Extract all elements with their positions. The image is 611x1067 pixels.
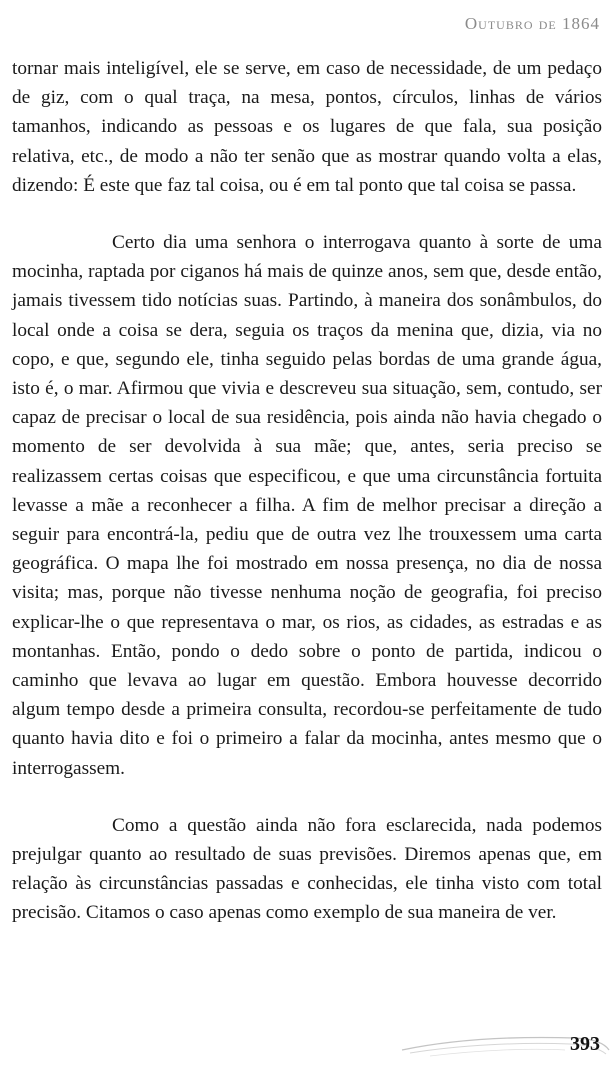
- running-header: Outubro de 1864: [464, 14, 600, 33]
- paragraph-continuation: tornar mais inteligível, ele se serve, em caso de necessidade, de um pedaço de giz, com o qual traça, na mesa, pontos, círculos, linhas de vários tamanhos, indicando as pessoas e os lugares de que fala, sua posição relativa, etc., de modo a não ter senão que as mostrar quando volta a elas, dizendo: É este que faz tal coisa, ou é em tal ponto que tal coisa se passa.: [12, 58, 602, 196]
- page-number: 393: [570, 1033, 600, 1055]
- page-body: [12, 54, 602, 956]
- paragraph-gypsy-story: Certo dia uma senhora o interrogava quanto à sorte de uma mocinha, raptada por ciganos há mais de quinze anos, sem que, desde então, jamais tivessem tido notícias suas. Partindo, à maneira dos sonâmbulos, do local onde a coisa se dera, seguia os traços da menina que, dizia, via no copo, e que, segundo ele, tinha seguido pelas bordas de uma grande água, isto é, o mar. Afirmou que vivia e descreveu sua situação, sem, contudo, ser capaz de precisar o local de sua residência, pois ainda não havia chegado o momento de ser devolvida à sua mãe; que, antes, seria preciso se realizassem certas coisas que especificou, e que uma circunstância fortuita levasse a mãe a reconhecer a filha. A fim de melhor precisar a direção a seguir para encontrá-la, pediu que de outra vez lhe trouxessem uma carta geográfica. O mapa lhe foi mostrado em nossa presença, no dia de nossa visita; mas, porque não tivesse nenhuma noção de geografia, foi preciso explicar-lhe o que representava o mar, os rios, as cidades, as estradas e as montanhas. Então, pondo o dedo sobre o ponto de partida, indicou o caminho que levava ao lugar em questão. Embora houvesse decorrido algum tempo desde a primeira consulta, recordou-se perfeitamente de tudo quanto havia dito e foi o primeiro a falar da mocinha, antes mesmo que o interrogassem.: [12, 232, 602, 779]
- paragraph-conclusion: Como a questão ainda não fora esclarecida, nada podemos prejulgar quanto ao resultado de suas previsões. Diremos apenas que, em relação às circunstâncias passadas e conhecidas, ele tinha visto com total precisão. Citamos o caso apenas como exemplo de sua maneira de ver.: [12, 814, 602, 924]
